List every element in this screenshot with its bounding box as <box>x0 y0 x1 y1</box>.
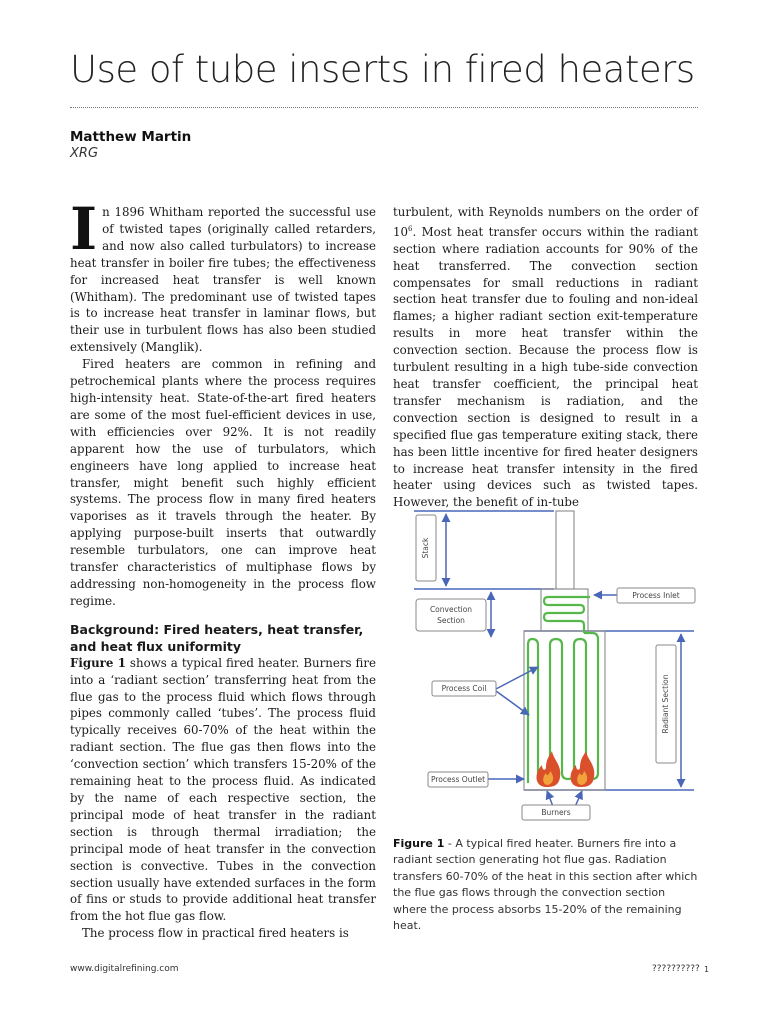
convection-coil <box>544 597 590 633</box>
page-number: 1 <box>704 965 710 974</box>
convection-label-line1: Convection <box>429 605 473 614</box>
fired-heater-diagram <box>404 505 700 825</box>
radiant-section-label: Radiant Section <box>661 674 670 734</box>
burners-label: Burners <box>541 808 571 817</box>
process-outlet-label: Process Outlet <box>430 775 486 784</box>
paragraph-figure-description: Figure 1 shows a typical fired heater. Burners fire into a ‘radiant section’ transferring heat from the flue gas to the process fluid which flows through pipes commonly called ‘tubes’. The process fluid typically receives 60-70% of the heat within the radiant section. The flue gas then flows into the ‘convection section’ which transfers 15-20% of the remaining heat to the process fluid. As indicated by the name of each respective section, the principal mode of heat transfer in the radiant section is through thermal irradiation; the principal mode of heat transfer in the convection section is convective. Tubes in the convection section usually have extended surfaces in the form of fins or studs to provide additional heat transfer from the hot flue gas flow. <box>70 655 377 924</box>
page-title: Use of tube inserts in fired heaters <box>70 48 695 91</box>
paragraph-turbulent: turbulent, with Reynolds numbers on the order of $10^6$. Most heat transfer occurs within the radiant section where radiation accounts for 90% of the heat transferred. The convection section compensates for small reductions in radiant section heat transfer due to fouling and non-ideal flames; a higher radiant section exit-temperature results in more heat transfer within the convection section. Because the process flow is turbulent resulting in a high tube-side convection heat transfer coefficient, the principal heat transfer mechanism is radiation, and the convection section is designed to result in a specified flue gas temperature exiting stack, there has been little incentive for fired heater designers to increase heat transfer intensity in the fired heater using devices such as twisted tapes. However, the benefit of in-tube <box>393 205 698 510</box>
heater-outline <box>524 511 605 790</box>
body-column-left <box>70 195 377 942</box>
caption-label: Figure 1 <box>393 837 445 850</box>
paragraph-process-flow: The process flow in practical fired heaters is <box>82 926 349 941</box>
author-affiliation: XRG <box>70 146 99 161</box>
figure-caption: Figure 1 - A typical fired heater. Burners fire into a radiant section generating hot flue gas. Radiation transfers 60-70% of the heat in this section after which the flue gas flows through the convection section where the process absorbs 15-20% of the remaining heat. <box>393 837 698 933</box>
stack-label: Stack <box>421 537 430 559</box>
convection-label-line2: Section <box>437 616 465 625</box>
section-heading: Background: Fired heaters, heat transfer, and heat flux uniformity <box>70 621 364 654</box>
paragraph-intro: In 1896 Whitham reported the successful use of twisted tapes (originally called retarders, and now also called turbulators) to increase heat transfer in boiler fire tubes; the effectiveness for increased heat transfer is well known (Whitham). The predominant use of twisted tapes is to increase heat transfer in laminar flows, but their use in turbulent flows has also been studied extensively (Manglik). <box>70 195 376 355</box>
process-inlet-label: Process Inlet <box>632 591 680 600</box>
author-name: Matthew Martin <box>70 129 192 145</box>
footer-right-text: ?????????? <box>652 964 700 974</box>
figure-reference: Figure 1 <box>70 655 126 670</box>
body-column-right <box>393 204 698 511</box>
paragraph-fired-heaters: Fired heaters are common in refining and petrochemical plants where the process requires high-intensity heat. State-of-the-art fired heaters are some of the most fuel-efficient devices in use, with efficiencies over 92%. It is not readily apparent how the use of turbulators, which engineers have long applied to increase heat transfer, might benefit such highly efficient systems. The process flow in many fired heaters vaporises as it travels through the heater. By applying purpose-built inserts that outwardly resemble turbulators, one can improve heat transfer characteristics of multiphase flows by addressing non-homogeneity in the process flow regime. <box>70 357 376 608</box>
footer-url: www.digitalrefining.com <box>70 964 179 974</box>
process-coil-label: Process Coil <box>441 684 487 693</box>
drop-cap: I <box>70 195 98 263</box>
title-divider <box>70 107 698 108</box>
flame-icon-left <box>537 751 561 787</box>
